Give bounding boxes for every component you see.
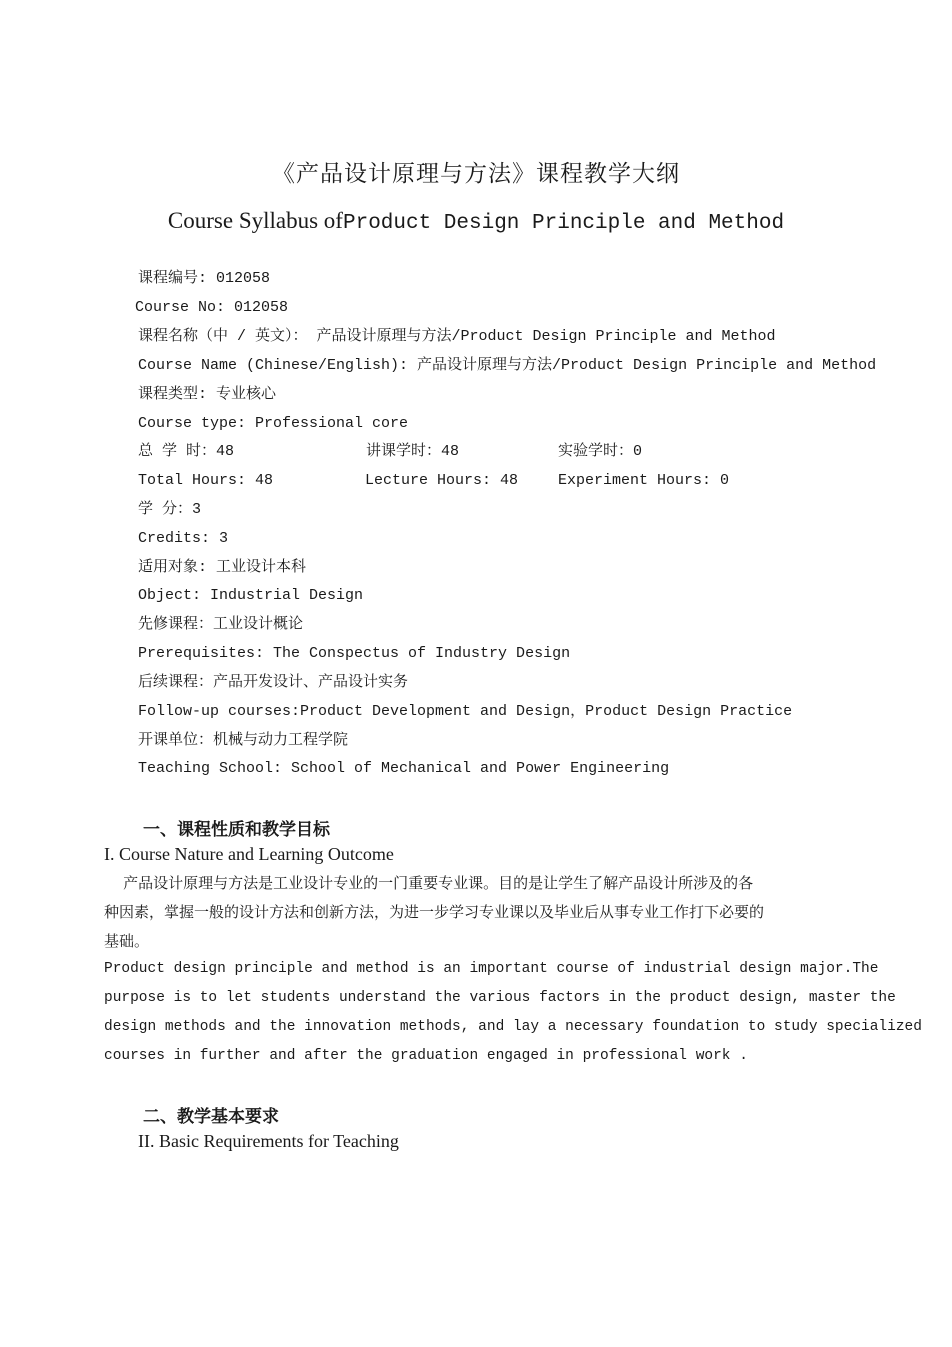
course-no-cn: 课程编号: 012058 (138, 270, 271, 287)
prerequisites-en: Prerequisites: The Conspectus of Industry Design (138, 645, 571, 662)
section2-heading-en: II. Basic Requirements for Teaching (138, 1131, 399, 1151)
experiment-hours-en: Experiment Hours: 0 (558, 472, 730, 489)
paragraph-line: 产品设计原理与方法是工业设计专业的一门重要专业课。目的是让学生了解产品设计所涉及的各 (104, 874, 754, 892)
course-name-en: Course Name (Chinese/English): 产品设计原理与方法/Product Design Principle and Method (138, 357, 877, 374)
follow-up-cn: 后续课程：产品开发设计、产品设计实务 (138, 674, 409, 691)
follow-up-en: Follow-up courses:Product Development and Design，Product Design Practice (138, 703, 793, 720)
page-title-cn: 《产品设计原理与方法》课程教学大纲 (272, 161, 680, 187)
object-cn: 适用对象: 工业设计本科 (138, 559, 307, 576)
hours-row-en (138, 471, 838, 491)
hours-row-cn (138, 442, 838, 462)
paragraph-line: 基础。 (104, 932, 150, 950)
paragraph-line: 种因素，掌握一般的设计方法和创新方法，为进一步学习专业课以及毕业后从事专业工作打下必要的 (104, 903, 765, 921)
section1-heading-cn: 一、课程性质和教学目标 (143, 820, 330, 840)
section1-paragraph-cn (104, 869, 849, 956)
section1-heading-en: I. Course Nature and Learning Outcome (104, 844, 394, 864)
course-no-en: Course No: 012058 (135, 299, 289, 316)
experiment-hours-cn: 实验学时：0 (558, 443, 643, 460)
paragraph-line: purpose is to let students understand the various factors in the product design, master the (104, 990, 896, 1006)
title-en-prefix: Course Syllabus of (167, 208, 343, 233)
page-title-en (0, 208, 952, 235)
section1-paragraph-en (104, 955, 922, 1071)
course-name-cn: 课程名称（中 / 英文）： 产品设计原理与方法/Product Design Principle and Method (138, 328, 776, 345)
title-en-course-name: Product Design Principle and Method (342, 212, 785, 235)
paragraph-line: courses in further and after the graduation engaged in professional work . (104, 1048, 748, 1064)
lecture-hours-cn: 讲课学时：48 (366, 443, 460, 460)
section2-heading-cn: 二、教学基本要求 (143, 1107, 279, 1127)
credits-en: Credits: 3 (138, 530, 229, 547)
paragraph-line: design methods and the innovation methods, and lay a necessary foundation to study specialized (104, 1019, 922, 1035)
paragraph-line: Product design principle and method is an important course of industrial design major.The (104, 961, 879, 977)
object-en: Object: Industrial Design (138, 587, 364, 604)
course-type-cn: 课程类型: 专业核心 (138, 386, 277, 403)
total-hours-en: Total Hours: 48 (138, 472, 274, 489)
lecture-hours-en: Lecture Hours: 48 (365, 472, 519, 489)
teaching-school-en: Teaching School: School of Mechanical and Power Engineering (138, 760, 670, 777)
credits-cn: 学 分：3 (138, 501, 202, 518)
total-hours-cn: 总 学 时：48 (138, 443, 235, 460)
prerequisites-cn: 先修课程：工业设计概论 (138, 616, 304, 633)
course-type-en: Course type: Professional core (138, 415, 409, 432)
teaching-school-cn: 开课单位：机械与动力工程学院 (138, 732, 349, 749)
